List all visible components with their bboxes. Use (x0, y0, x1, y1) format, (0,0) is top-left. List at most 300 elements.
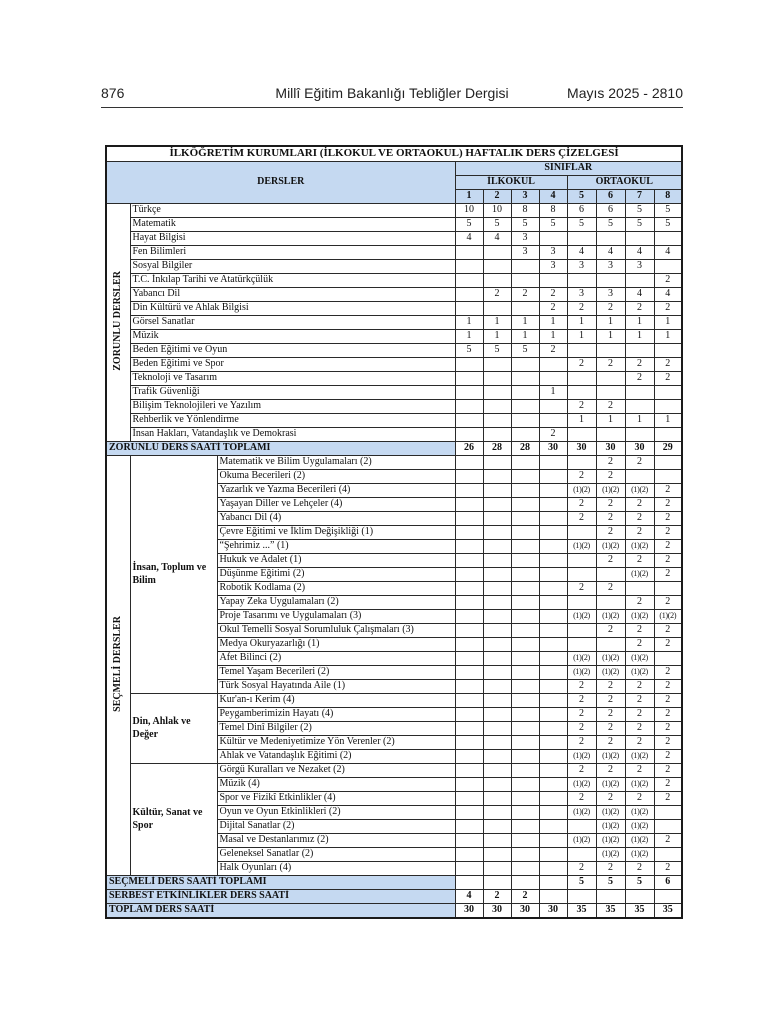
value-cell (567, 568, 596, 582)
value-cell: 2 (567, 680, 596, 694)
value-cell (455, 414, 483, 428)
value-cell (455, 288, 483, 302)
course-row (106, 330, 682, 344)
course-row (106, 400, 682, 414)
value-cell: 2 (625, 456, 654, 470)
value-cell (483, 638, 511, 652)
value-cell: 3 (625, 260, 654, 274)
value-cell (539, 750, 567, 764)
value-cell: 2 (625, 554, 654, 568)
value-cell (654, 428, 682, 442)
value-cell: 10 (455, 204, 483, 218)
value-cell (596, 274, 625, 288)
value-cell (483, 386, 511, 400)
value-cell: 2 (654, 736, 682, 750)
value-cell: 2 (654, 512, 682, 526)
value-cell: 5 (625, 218, 654, 232)
value-cell (483, 862, 511, 876)
value-cell: 3 (567, 288, 596, 302)
value-cell: 1 (567, 330, 596, 344)
value-cell: 30 (539, 904, 567, 919)
value-cell: 5 (455, 218, 483, 232)
value-cell: 1 (596, 330, 625, 344)
course-name: İnsan Hakları, Vatandaşlık ve Demokrasi (130, 428, 455, 442)
value-cell: 2 (625, 358, 654, 372)
course-name: Görsel Sanatlar (130, 316, 455, 330)
value-cell (567, 638, 596, 652)
zorunlu-dersler-label (106, 204, 130, 442)
value-cell: 1 (567, 414, 596, 428)
value-cell: 2 (596, 498, 625, 512)
value-cell: 5 (455, 344, 483, 358)
value-cell (483, 764, 511, 778)
course-row (106, 386, 682, 400)
grade-header: 3 (511, 190, 539, 204)
value-cell: (1)(2) (654, 610, 682, 624)
course-name: Görgü Kuralları ve Nezaket (2) (217, 764, 455, 778)
course-name: Oyun ve Oyun Etkinlikleri (2) (217, 806, 455, 820)
value-cell (483, 610, 511, 624)
value-cell (539, 526, 567, 540)
value-cell (596, 386, 625, 400)
elective-area: Din, Ahlak ve Değer (130, 694, 217, 764)
value-cell (625, 470, 654, 484)
value-cell: 2 (539, 428, 567, 442)
value-cell: 28 (483, 442, 511, 456)
value-cell: 2 (567, 708, 596, 722)
value-cell (539, 638, 567, 652)
value-cell (483, 708, 511, 722)
value-cell (483, 834, 511, 848)
value-cell: 2 (654, 302, 682, 316)
value-cell: 2 (625, 736, 654, 750)
value-cell: 1 (596, 414, 625, 428)
course-name: Okul Temelli Sosyal Sorumluluk Çalışmaları (3) (217, 624, 455, 638)
value-cell: 6 (567, 204, 596, 218)
value-cell: 29 (654, 442, 682, 456)
course-row (106, 218, 682, 232)
value-cell (539, 274, 567, 288)
value-cell (539, 372, 567, 386)
value-cell (539, 820, 567, 834)
course-name: Fen Bilimleri (130, 246, 455, 260)
value-cell: 30 (455, 904, 483, 919)
value-cell: 2 (596, 456, 625, 470)
value-cell: 4 (455, 890, 483, 904)
value-cell: 2 (654, 708, 682, 722)
value-cell: 2 (567, 792, 596, 806)
page-header (101, 85, 683, 105)
value-cell (539, 666, 567, 680)
value-cell (654, 260, 682, 274)
value-cell: (1)(2) (596, 820, 625, 834)
course-name: Sosyal Bilgiler (130, 260, 455, 274)
value-cell (567, 890, 596, 904)
value-cell: (1)(2) (596, 806, 625, 820)
value-cell: 4 (567, 246, 596, 260)
value-cell: (1)(2) (567, 652, 596, 666)
value-cell: 1 (654, 316, 682, 330)
value-cell: 2 (596, 722, 625, 736)
value-cell (511, 680, 539, 694)
value-cell (539, 806, 567, 820)
value-cell: 2 (625, 862, 654, 876)
value-cell (455, 834, 483, 848)
value-cell: 2 (539, 344, 567, 358)
value-cell (511, 666, 539, 680)
value-cell (567, 526, 596, 540)
value-cell (511, 778, 539, 792)
course-row (106, 414, 682, 428)
course-row (106, 344, 682, 358)
value-cell: 1 (483, 316, 511, 330)
value-cell: 5 (567, 218, 596, 232)
value-cell: (1)(2) (596, 652, 625, 666)
value-cell: 1 (455, 316, 483, 330)
value-cell: 2 (625, 638, 654, 652)
course-name: Yabancı Dil (130, 288, 455, 302)
value-cell: (1)(2) (567, 806, 596, 820)
course-name: Kültür ve Medeniyetimize Yön Verenler (2) (217, 736, 455, 750)
course-row (106, 274, 682, 288)
value-cell (567, 274, 596, 288)
value-cell (483, 540, 511, 554)
value-cell (455, 638, 483, 652)
value-cell (511, 428, 539, 442)
value-cell: 2 (567, 470, 596, 484)
value-cell: 35 (596, 904, 625, 919)
value-cell: (1)(2) (625, 750, 654, 764)
value-cell (511, 596, 539, 610)
value-cell (483, 554, 511, 568)
value-cell: 8 (539, 204, 567, 218)
value-cell: (1)(2) (596, 666, 625, 680)
course-row (106, 288, 682, 302)
value-cell (483, 876, 511, 890)
value-cell (625, 344, 654, 358)
value-cell: (1)(2) (625, 834, 654, 848)
value-cell (511, 484, 539, 498)
value-cell (539, 232, 567, 246)
value-cell (483, 260, 511, 274)
value-cell (483, 848, 511, 862)
value-cell: 2 (654, 540, 682, 554)
value-cell: 4 (654, 246, 682, 260)
course-name: Geleneksel Sanatlar (2) (217, 848, 455, 862)
course-row (106, 246, 682, 260)
value-cell: 2 (625, 680, 654, 694)
value-cell: 2 (567, 358, 596, 372)
value-cell: 2 (654, 526, 682, 540)
course-name: Hukuk ve Adalet (1) (217, 554, 455, 568)
weekly-schedule-table (105, 145, 683, 919)
value-cell (455, 708, 483, 722)
ilkokul-header: İLKOKUL (455, 176, 567, 190)
value-cell (455, 820, 483, 834)
value-cell: 2 (567, 862, 596, 876)
course-name: Matematik (130, 218, 455, 232)
value-cell: 2 (654, 666, 682, 680)
course-name: Müzik (130, 330, 455, 344)
value-cell (511, 708, 539, 722)
value-cell: 4 (596, 246, 625, 260)
course-name: Medya Okuryazarlığı (1) (217, 638, 455, 652)
value-cell (539, 722, 567, 736)
value-cell (539, 876, 567, 890)
value-cell (455, 680, 483, 694)
course-name: Müzik (4) (217, 778, 455, 792)
value-cell: 1 (596, 316, 625, 330)
value-cell (654, 456, 682, 470)
value-cell (596, 568, 625, 582)
table-title: İLKÖĞRETİM KURUMLARI (İLKOKUL VE ORTAOKUL) HAFTALIK DERS ÇİZELGESİ (106, 146, 682, 162)
value-cell (511, 386, 539, 400)
value-cell: 2 (567, 400, 596, 414)
value-cell: 5 (539, 218, 567, 232)
value-cell: 5 (654, 204, 682, 218)
value-cell: 2 (625, 624, 654, 638)
value-cell: 2 (596, 470, 625, 484)
value-cell: (1)(2) (596, 848, 625, 862)
value-cell (539, 568, 567, 582)
value-cell: 2 (625, 512, 654, 526)
value-cell: 1 (511, 330, 539, 344)
value-cell: 2 (567, 302, 596, 316)
value-cell: 2 (654, 694, 682, 708)
grade-header: 7 (625, 190, 654, 204)
value-cell: 2 (654, 274, 682, 288)
value-cell (511, 722, 539, 736)
value-cell: 2 (567, 582, 596, 596)
value-cell (483, 372, 511, 386)
grade-header: 4 (539, 190, 567, 204)
value-cell: (1)(2) (625, 778, 654, 792)
value-cell (567, 624, 596, 638)
value-cell (455, 596, 483, 610)
value-cell: (1)(2) (567, 750, 596, 764)
course-row (106, 372, 682, 386)
value-cell: 3 (596, 260, 625, 274)
value-cell: (1)(2) (625, 666, 654, 680)
value-cell: (1)(2) (625, 568, 654, 582)
value-cell (511, 372, 539, 386)
value-cell (539, 848, 567, 862)
value-cell (539, 400, 567, 414)
value-cell (511, 764, 539, 778)
value-cell: 2 (596, 764, 625, 778)
value-cell (483, 736, 511, 750)
header-rule (101, 107, 683, 108)
value-cell: 1 (625, 330, 654, 344)
value-cell (539, 834, 567, 848)
course-name: Bilişim Teknolojileri ve Yazılım (130, 400, 455, 414)
value-cell (455, 512, 483, 526)
value-cell: (1)(2) (596, 610, 625, 624)
value-cell: 2 (596, 680, 625, 694)
value-cell (483, 484, 511, 498)
value-cell: 4 (455, 232, 483, 246)
elective-course-row (106, 764, 682, 778)
value-cell (511, 750, 539, 764)
value-cell: 2 (596, 554, 625, 568)
value-cell: 5 (511, 344, 539, 358)
value-cell: 30 (567, 442, 596, 456)
value-cell (654, 820, 682, 834)
value-cell: 2 (596, 400, 625, 414)
value-cell: 2 (596, 624, 625, 638)
value-cell (455, 540, 483, 554)
value-cell (539, 680, 567, 694)
course-row (106, 302, 682, 316)
value-cell: 2 (654, 834, 682, 848)
value-cell: 2 (596, 862, 625, 876)
course-name: Okuma Becerileri (2) (217, 470, 455, 484)
value-cell (483, 792, 511, 806)
value-cell (567, 820, 596, 834)
value-cell (483, 498, 511, 512)
value-cell (455, 624, 483, 638)
value-cell: 2 (654, 554, 682, 568)
value-cell (511, 414, 539, 428)
course-name: Peygamberimizin Hayatı (4) (217, 708, 455, 722)
value-cell (511, 834, 539, 848)
course-name: Çevre Eğitimi ve İklim Değişikliği (1) (217, 526, 455, 540)
course-name: Teknoloji ve Tasarım (130, 372, 455, 386)
value-cell (511, 526, 539, 540)
value-cell: 2 (654, 638, 682, 652)
value-cell: 3 (596, 288, 625, 302)
course-row (106, 232, 682, 246)
value-cell: 2 (596, 736, 625, 750)
value-cell: (1)(2) (567, 666, 596, 680)
value-cell: 4 (483, 232, 511, 246)
value-cell (539, 652, 567, 666)
value-cell (483, 414, 511, 428)
title-row (106, 146, 682, 162)
value-cell (511, 806, 539, 820)
header-row-1 (106, 162, 682, 176)
value-cell: 2 (539, 288, 567, 302)
value-cell: 30 (511, 904, 539, 919)
value-cell (511, 512, 539, 526)
elective-course-row (106, 456, 682, 470)
value-cell (654, 652, 682, 666)
value-cell (539, 694, 567, 708)
value-cell: 3 (539, 260, 567, 274)
course-name: Düşünme Eğitimi (2) (217, 568, 455, 582)
grade-header: 1 (455, 190, 483, 204)
course-name: Kur'an-ı Kerim (4) (217, 694, 455, 708)
value-cell (654, 470, 682, 484)
value-cell (455, 498, 483, 512)
secmeli-total-row (106, 876, 682, 890)
ortaokul-header: ORTAOKUL (567, 176, 682, 190)
value-cell (511, 582, 539, 596)
course-name: Trafik Güvenliği (130, 386, 455, 400)
value-cell (511, 638, 539, 652)
value-cell (567, 848, 596, 862)
value-cell: 2 (596, 302, 625, 316)
value-cell: 6 (596, 204, 625, 218)
value-cell: 35 (654, 904, 682, 919)
value-cell: 1 (539, 330, 567, 344)
value-cell: 2 (483, 288, 511, 302)
value-cell: 5 (483, 344, 511, 358)
value-cell (596, 638, 625, 652)
value-cell: 1 (539, 316, 567, 330)
value-cell: (1)(2) (596, 540, 625, 554)
value-cell (483, 512, 511, 526)
value-cell (511, 470, 539, 484)
value-cell (539, 498, 567, 512)
value-cell: 2 (596, 792, 625, 806)
grade-header: 6 (596, 190, 625, 204)
value-cell (455, 470, 483, 484)
value-cell: (1)(2) (596, 834, 625, 848)
value-cell: (1)(2) (567, 834, 596, 848)
value-cell: 2 (596, 526, 625, 540)
value-cell: 1 (455, 330, 483, 344)
value-cell (596, 596, 625, 610)
value-cell (455, 274, 483, 288)
value-cell (483, 456, 511, 470)
value-cell: 5 (483, 218, 511, 232)
value-cell (567, 456, 596, 470)
value-cell (455, 666, 483, 680)
value-cell: 2 (654, 778, 682, 792)
value-cell: (1)(2) (596, 750, 625, 764)
value-cell (539, 456, 567, 470)
value-cell: 2 (654, 862, 682, 876)
value-cell (625, 428, 654, 442)
value-cell: 6 (654, 876, 682, 890)
value-cell (511, 554, 539, 568)
course-name: Temel Dinî Bilgiler (2) (217, 722, 455, 736)
value-cell (455, 862, 483, 876)
value-cell (539, 540, 567, 554)
value-cell (539, 554, 567, 568)
toplam-row (106, 904, 682, 919)
value-cell (567, 232, 596, 246)
value-cell (455, 610, 483, 624)
course-name: Halk Oyunları (4) (217, 862, 455, 876)
value-cell (511, 498, 539, 512)
value-cell (511, 358, 539, 372)
value-cell (654, 232, 682, 246)
course-name: Yaşayan Diller ve Lehçeler (4) (217, 498, 455, 512)
value-cell: 2 (625, 498, 654, 512)
value-cell (596, 428, 625, 442)
value-cell: 5 (654, 218, 682, 232)
value-cell: 1 (539, 386, 567, 400)
value-cell (483, 302, 511, 316)
value-cell (483, 624, 511, 638)
siniflar-header: SINIFLAR (455, 162, 682, 176)
value-cell: 3 (539, 246, 567, 260)
value-cell (625, 890, 654, 904)
value-cell (455, 722, 483, 736)
value-cell (539, 470, 567, 484)
value-cell (567, 386, 596, 400)
value-cell (539, 512, 567, 526)
vertical-label-text: ZORUNLU DERSLER (112, 270, 123, 371)
value-cell (455, 778, 483, 792)
journal-title: Millî Eğitim Bakanlığı Tebliğler Dergisi (275, 85, 509, 101)
value-cell (455, 260, 483, 274)
value-cell: 2 (654, 358, 682, 372)
value-cell: 2 (567, 694, 596, 708)
value-cell: 2 (654, 484, 682, 498)
